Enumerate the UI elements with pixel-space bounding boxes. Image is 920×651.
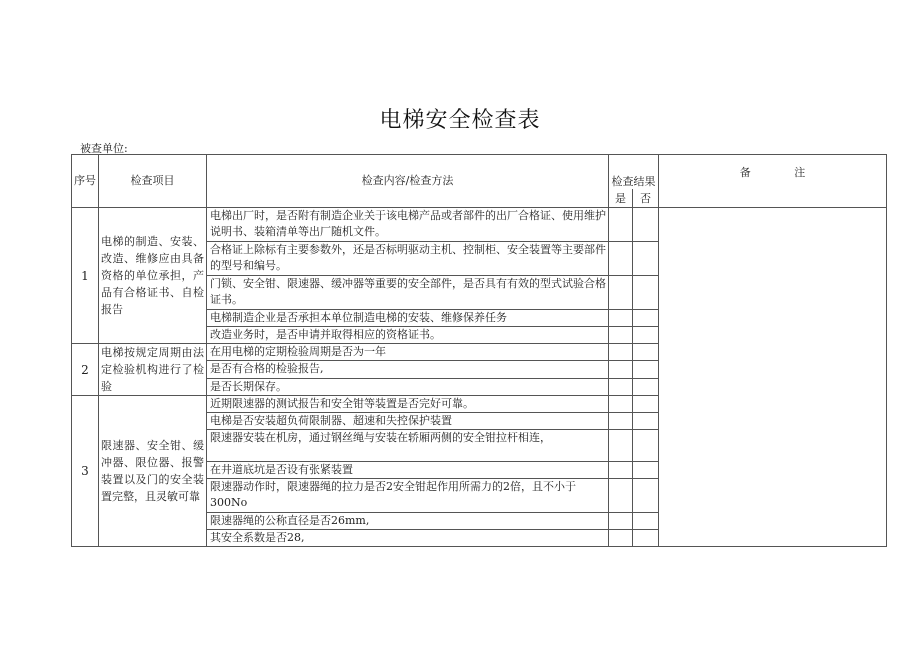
result-no-cell[interactable] <box>633 396 659 413</box>
inspection-table <box>71 154 887 547</box>
result-yes-cell[interactable] <box>609 513 633 530</box>
result-no-header: 否 <box>633 189 659 207</box>
table-header-row <box>72 155 887 190</box>
check-content: 近期限速器的测试报告和安全钳等装置是否完好可靠。 <box>207 396 609 413</box>
seq-header: 序号 <box>72 155 99 208</box>
result-yes-cell[interactable] <box>609 310 633 327</box>
result-yes-cell[interactable] <box>609 479 633 513</box>
check-content: 门锁、安全钳、限速器、缓冲器等重要的安全部件，是否具有有效的型式试验合格证书。 <box>207 276 609 310</box>
page-title: 电梯安全检查表 <box>379 108 541 133</box>
item-header: 检查项目 <box>99 155 207 208</box>
result-no-cell[interactable] <box>633 344 659 361</box>
result-yes-cell[interactable] <box>609 361 633 378</box>
result-no-cell[interactable] <box>633 479 659 513</box>
result-yes-cell[interactable] <box>609 396 633 413</box>
result-yes-cell[interactable] <box>609 462 633 479</box>
check-content: 限速器绳的公称直径是否26mm, <box>207 513 609 530</box>
result-yes-cell[interactable] <box>609 344 633 361</box>
result-no-cell[interactable] <box>633 242 659 276</box>
result-no-cell[interactable] <box>633 310 659 327</box>
check-content: 是否有合格的检验报告, <box>207 361 609 378</box>
check-content: 其安全系数是否28, <box>207 530 609 547</box>
check-content: 限速器安装在机房，通过钢丝绳与安装在轿厢两侧的安全钳拉杆相连， <box>207 430 609 462</box>
section-3-number: 3 <box>72 396 99 547</box>
result-no-cell[interactable] <box>633 462 659 479</box>
section-2-number: 2 <box>72 344 99 396</box>
section-1-item: 电梯的制造、安装、改造、维修应由具备资格的单位承担，产品有合格证书、自检报告 <box>99 208 207 344</box>
content-header: 检查内容/检查方法 <box>207 155 609 208</box>
result-yes-cell[interactable] <box>609 378 633 395</box>
check-content: 电梯制造企业是否承担本单位制造电梯的安装、维修保养任务 <box>207 310 609 327</box>
result-no-cell[interactable] <box>633 513 659 530</box>
result-yes-cell[interactable] <box>609 327 633 344</box>
result-no-cell[interactable] <box>633 208 659 242</box>
section-2-item: 电梯按规定周期由法定检验机构进行了检验 <box>99 344 207 396</box>
result-yes-cell[interactable] <box>609 242 633 276</box>
result-no-cell[interactable] <box>633 413 659 430</box>
section-3-item: 限速器、安全钳、缓冲器、限位器、报警装置以及门的安全装置完整，且灵敏可靠 <box>99 396 207 547</box>
result-no-cell[interactable] <box>633 327 659 344</box>
result-yes-cell[interactable] <box>609 530 633 547</box>
result-yes-cell[interactable] <box>609 430 633 462</box>
note-cell[interactable] <box>659 208 887 547</box>
check-content: 在用电梯的定期检验周期是否为一年 <box>207 344 609 361</box>
note-header: 备 注 <box>659 155 887 208</box>
result-yes-cell[interactable] <box>609 208 633 242</box>
result-yes-cell[interactable] <box>609 276 633 310</box>
result-no-cell[interactable] <box>633 361 659 378</box>
result-yes-header: 是 <box>609 189 633 207</box>
check-content: 改造业务时，是否申请并取得相应的资格证书。 <box>207 327 609 344</box>
result-no-cell[interactable] <box>633 530 659 547</box>
check-content: 合格证上除标有主要参数外，还是否标明驱动主机、控制柜、安全装置等主要部件的型号和编号。 <box>207 242 609 276</box>
result-no-cell[interactable] <box>633 378 659 395</box>
check-content: 电梯出厂时，是否附有制造企业关于该电梯产品或者部件的出厂合格证、使用维护说明书、装箱清单等出厂随机文件。 <box>207 208 609 242</box>
result-no-cell[interactable] <box>633 276 659 310</box>
check-content: 是否长期保存。 <box>207 378 609 395</box>
result-header: 检查结果 <box>609 155 659 190</box>
table-row <box>72 208 887 242</box>
inspected-unit-label: 被查单位: <box>80 142 128 155</box>
check-content: 电梯是否安装超负荷限制器、超速和失控保护装置 <box>207 413 609 430</box>
result-no-cell[interactable] <box>633 430 659 462</box>
check-content: 在井道底坑是否设有张紧装置 <box>207 462 609 479</box>
section-1-number: 1 <box>72 208 99 344</box>
check-content: 限速器动作时，限速器绳的拉力是否2安全钳起作用所需力的2倍，且不小于300No <box>207 479 609 513</box>
result-yes-cell[interactable] <box>609 413 633 430</box>
